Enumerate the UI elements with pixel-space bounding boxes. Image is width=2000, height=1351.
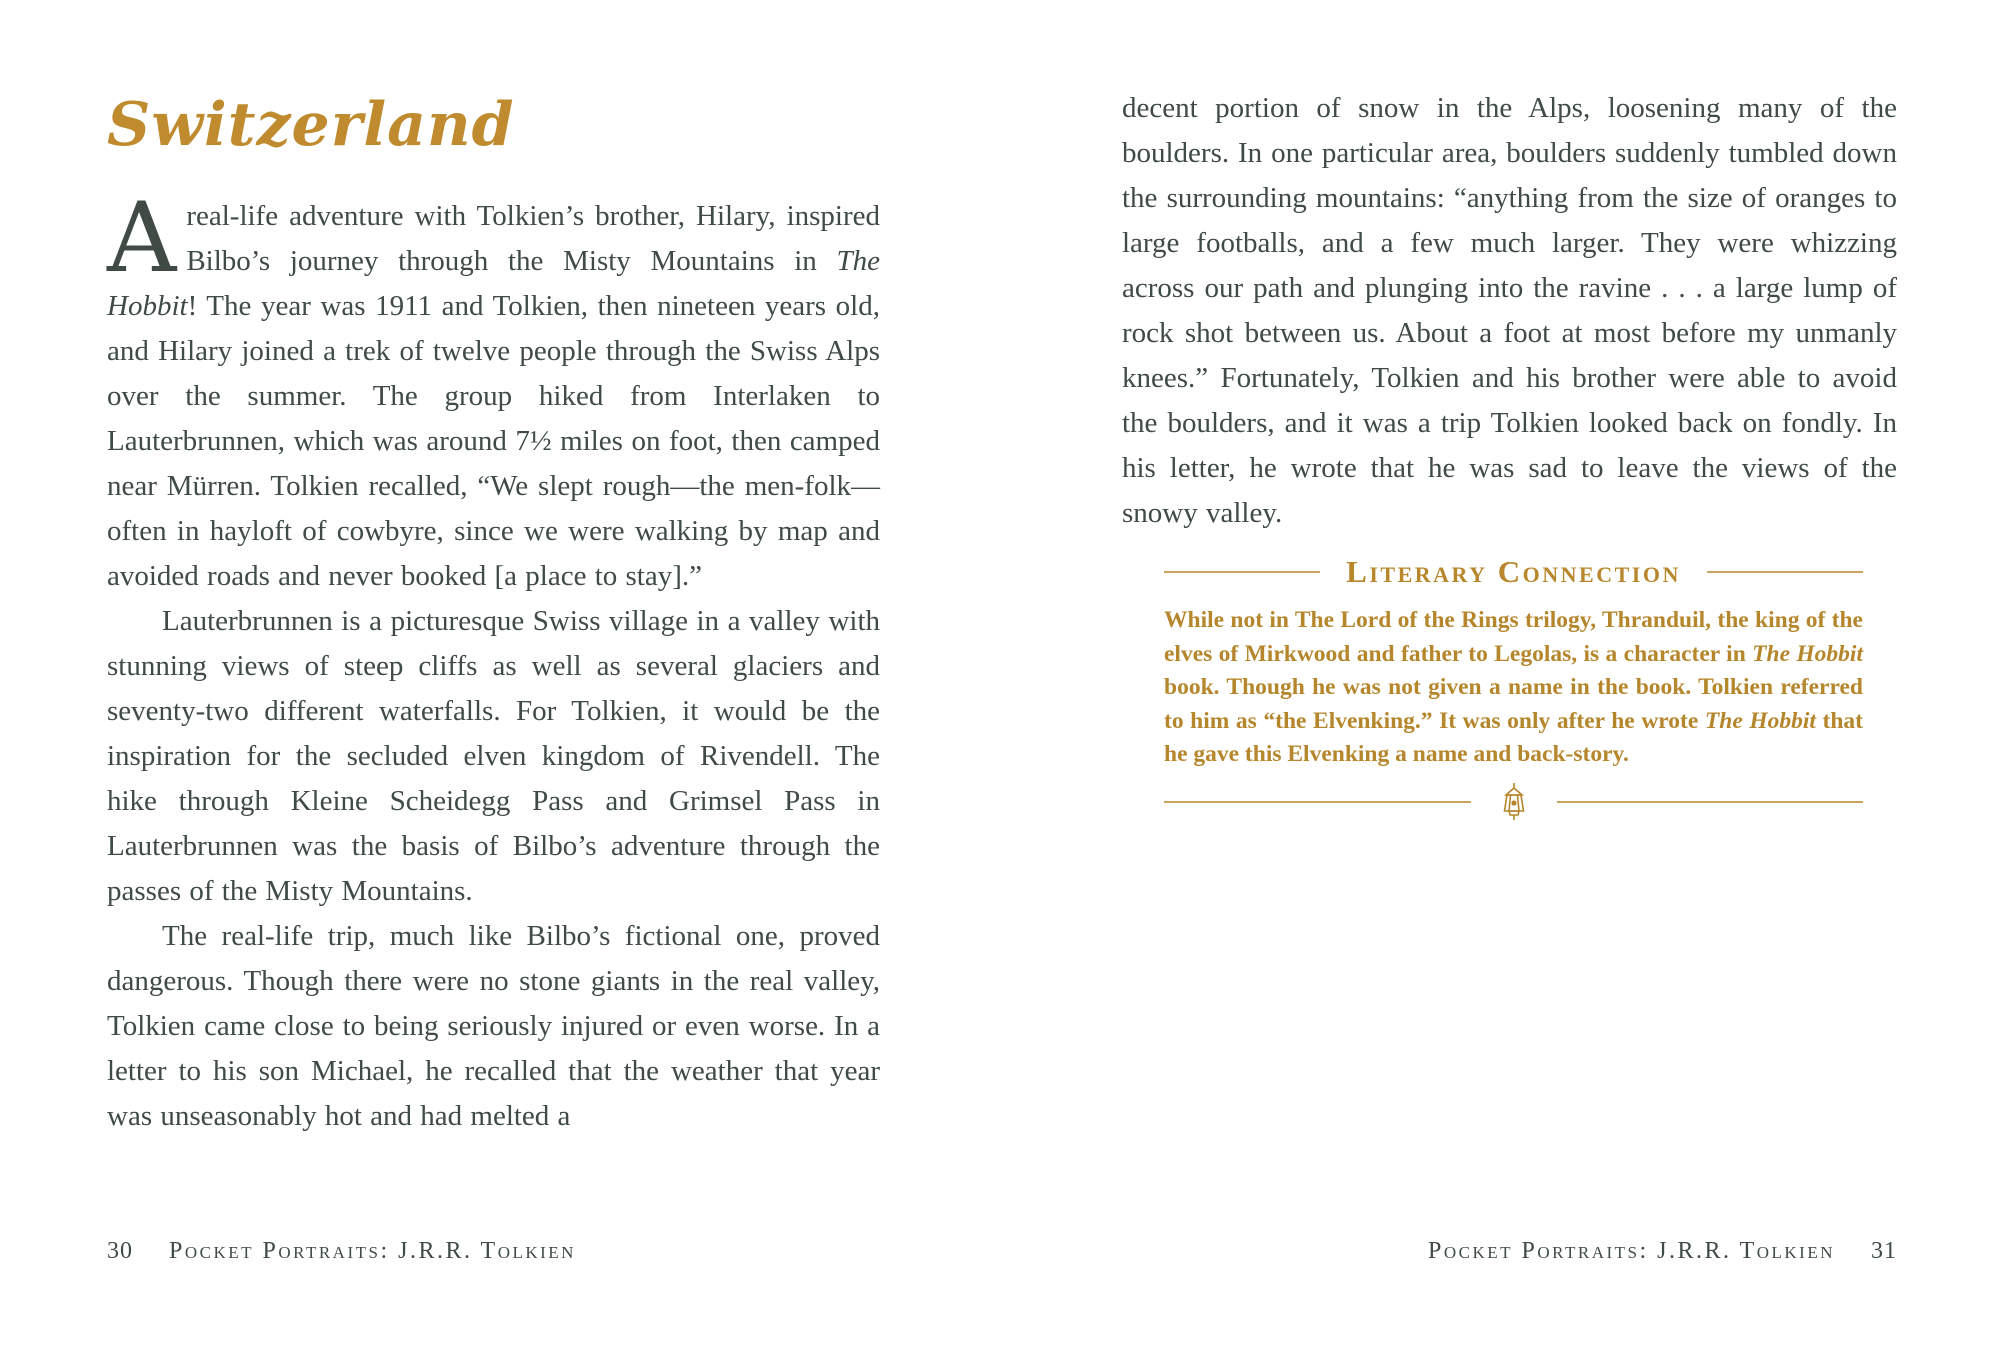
paragraph-1-text: real-life adventure with Tolkien’s brother, Hilary, inspired Bilbo’s journey through the Misty Mountains in The Hobbit! The year was 1911 and Tolkien, then nineteen years old, and Hilary joined a trek of twelve people through the Swiss Alps over the summer. The group hiked from Interlaken to Lauterbrunnen, which was around 7½ miles on foot, then camped near Mürren. Tolkien recalled, “We slept rough—the men-folk—often in hayloft of cowbyre, since we were walking by map and avoided roads and never booked [a place to stay].” [107, 200, 880, 592]
footer-right [1428, 1238, 1897, 1265]
callout-footer-rule-right [1557, 801, 1864, 803]
literary-connection-callout [1164, 554, 1863, 822]
callout-body: While not in The Lord of the Rings trilogy, Thranduil, the king of the elves of Mirkwood and father to Legolas, is a character in The Hobbit book. Though he was not given a name in the book. Tolkien referred to him as “the Elvenking.” It was only after he wrote The Hobbit that he gave this Elvenking a name and back-story. [1164, 607, 1863, 767]
running-title-right: Pocket Portraits: J.R.R. Tolkien [1428, 1238, 1835, 1264]
callout-footer [1164, 782, 1863, 822]
callout-header [1164, 554, 1863, 590]
callout-rule-left [1164, 571, 1320, 573]
page-left [107, 92, 880, 1139]
callout-footer-rule-left [1164, 801, 1471, 803]
lantern-icon [1501, 782, 1527, 822]
callout-rule-right [1707, 571, 1863, 573]
callout-title: Literary Connection [1346, 554, 1681, 589]
paragraph-1 [107, 182, 880, 599]
paragraph-3: The real-life trip, much like Bilbo’s fictional one, proved dangerous. Though there were no stone giants in the real valley, Tolkien came close to being seriously injured or even worse. In a letter to his son Michael, he recalled that the weather that year was unseasonably hot and had melted a [107, 920, 880, 1132]
running-title-left: Pocket Portraits: J.R.R. Tolkien [169, 1238, 576, 1264]
page-number-left: 30 [107, 1238, 133, 1264]
page-number-right: 31 [1871, 1238, 1897, 1264]
footer-left [107, 1238, 576, 1265]
paragraph-2: Lauterbrunnen is a picturesque Swiss village in a valley with stunning views of steep cliffs as well as several glaciers and seventy-two different waterfalls. For Tolkien, it would be the inspiration for the secluded elven kingdom of Rivendell. The hike through Kleine Scheidegg Pass and Grimsel Pass in Lauterbrunnen was the basis of Bilbo’s adventure through the passes of the Misty Mountains. [107, 605, 880, 907]
paragraph-continued: decent portion of snow in the Alps, loosening many of the boulders. In one particular area, boulders suddenly tumbled down the surrounding mountains: “anything from the size of oranges to large footballs, and a few much larger. They were whizzing across our path and plunging into the ravine . . . a large lump of rock shot between us. About a foot at most before my unmanly knees.” Fortunately, Tolkien and his brother were able to avoid the boulders, and it was a trip Tolkien looked back on fondly. In his letter, he wrote that he was sad to leave the views of the snowy valley. [1122, 92, 1897, 529]
drop-cap: A [107, 182, 177, 294]
chapter-title: Switzerland [107, 90, 515, 160]
page-right [1122, 86, 1897, 822]
